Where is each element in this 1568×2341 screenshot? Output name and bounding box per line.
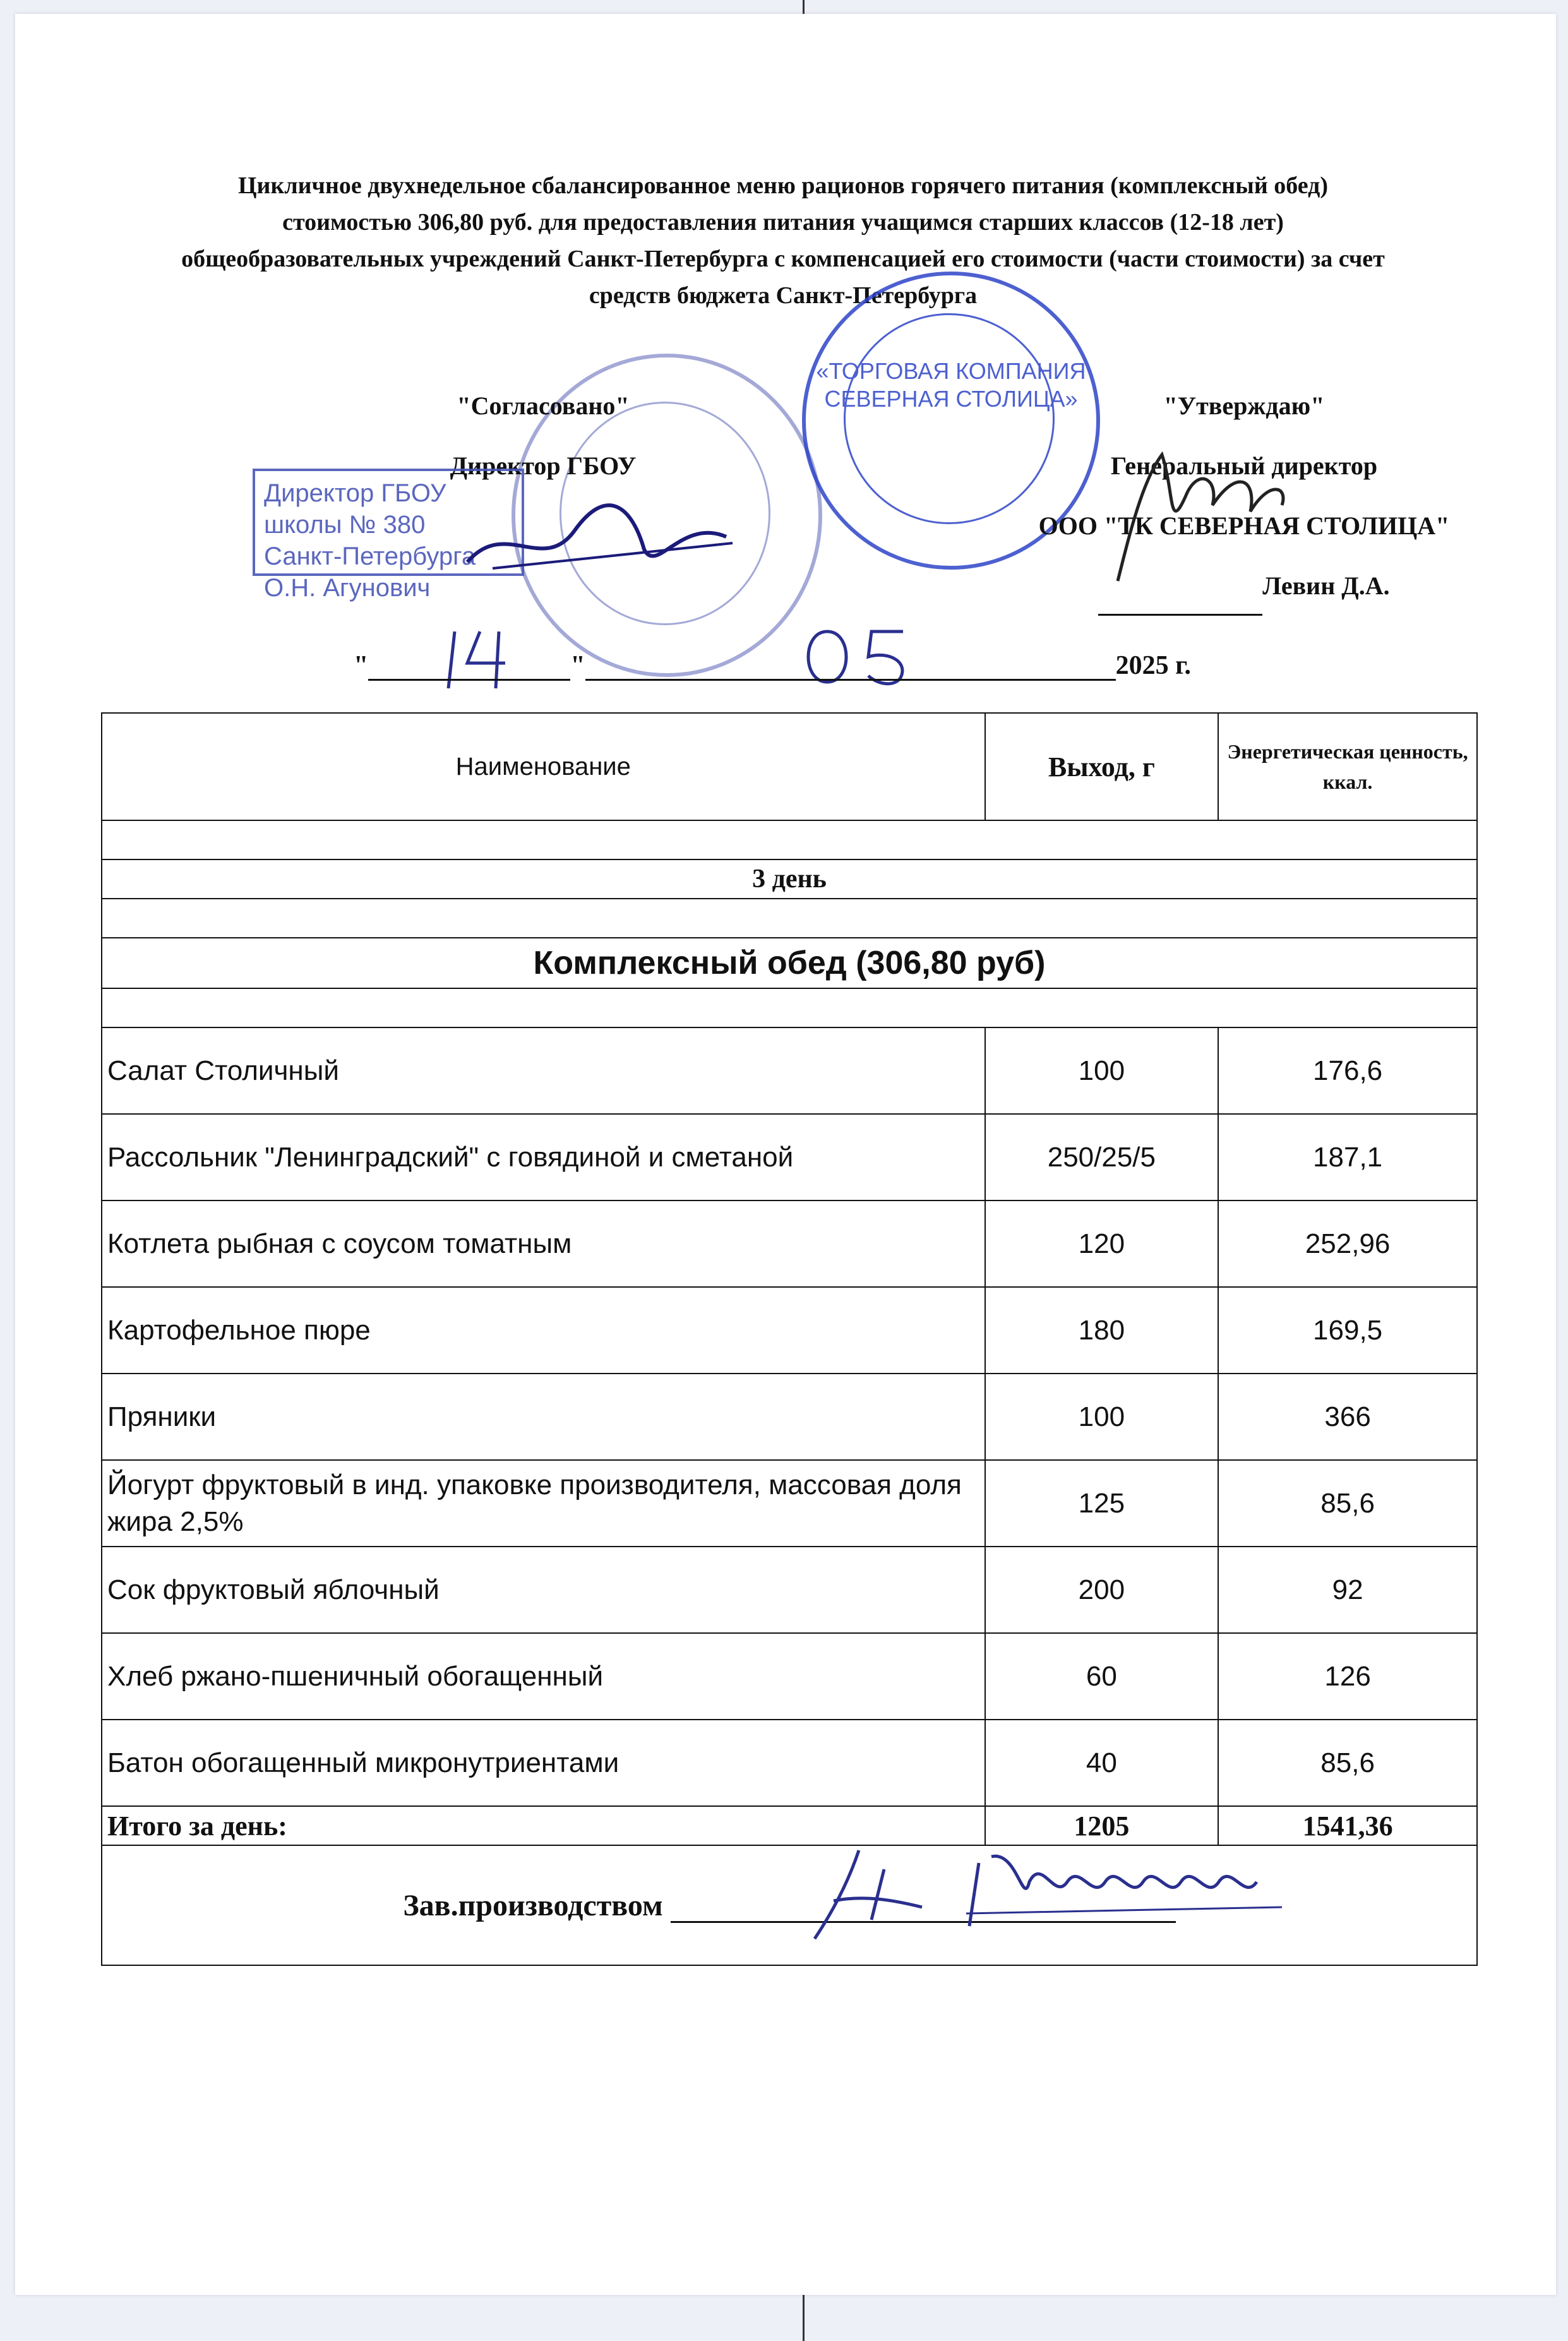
dish-energy: 85,6 — [1218, 1460, 1477, 1547]
dish-output: 100 — [985, 1027, 1219, 1114]
table-row — [102, 1633, 1477, 1720]
dish-name: Пряники — [102, 1374, 985, 1460]
dish-energy: 92 — [1218, 1547, 1477, 1633]
director-signature — [455, 480, 745, 594]
title-line-3: общеобразовательных учреждений Санкт-Петербурга с компенсацией его стоимости (части стоимости) за счет — [181, 246, 1385, 272]
total-label: Итого за день: — [102, 1806, 985, 1845]
stamp-line-1: Директор ГБОУ школы № 380 — [264, 479, 446, 539]
dish-energy: 252,96 — [1218, 1200, 1477, 1287]
table-row — [102, 1547, 1477, 1633]
approval-left-label: "Согласовано" — [457, 392, 630, 420]
dish-output: 100 — [985, 1374, 1219, 1460]
empty-row — [102, 820, 1477, 859]
date-day-field — [368, 654, 570, 681]
dish-energy: 187,1 — [1218, 1114, 1477, 1200]
table-row — [102, 1200, 1477, 1287]
dish-energy: 169,5 — [1218, 1287, 1477, 1374]
dish-name: Котлета рыбная с соусом томатным — [102, 1200, 985, 1287]
approval-right-name: Левин Д.А. — [1262, 572, 1390, 600]
title-line-1: Цикличное двухнедельное сбалансированное меню рационов горячего питания (комплексный обед) — [238, 172, 1328, 199]
document-title — [88, 167, 1478, 314]
general-director-signature — [1092, 442, 1295, 587]
dish-energy: 126 — [1218, 1633, 1477, 1720]
company-stamp-center-text: «ТОРГОВАЯ КОМПАНИЯ СЕВЕРНАЯ СТОЛИЦА» — [816, 358, 1086, 412]
dish-energy: 176,6 — [1218, 1027, 1477, 1114]
section-label: Комплексный обед (306,80 руб) — [102, 938, 1477, 988]
day-label: 3 день — [102, 859, 1477, 899]
dish-name: Салат Столичный — [102, 1027, 985, 1114]
dish-output: 250/25/5 — [985, 1114, 1219, 1200]
total-output: 1205 — [985, 1806, 1219, 1845]
production-head-signature — [777, 1831, 1345, 1945]
header-name: Наименование — [102, 713, 985, 820]
dish-energy: 85,6 — [1218, 1720, 1477, 1806]
table-row — [102, 1287, 1477, 1374]
header-output: Выход, г — [985, 713, 1219, 820]
table-row — [102, 1027, 1477, 1114]
dish-output: 180 — [985, 1287, 1219, 1374]
title-line-4: средств бюджета Санкт-Петербурга — [589, 282, 978, 309]
stamp-line-2: Санкт-Петербурга — [264, 542, 476, 570]
table-row — [102, 1374, 1477, 1460]
approval-right-company: ООО "ТК СЕВЕРНАЯ СТОЛИЦА" — [1038, 512, 1450, 540]
total-energy: 1541,36 — [1218, 1806, 1477, 1845]
dish-output: 60 — [985, 1633, 1219, 1720]
dish-name: Сок фруктовый яблочный — [102, 1547, 985, 1633]
dish-name: Рассольник "Ленинградский" с говядиной и сметаной — [102, 1114, 985, 1200]
dish-output: 200 — [985, 1547, 1219, 1633]
empty-row — [102, 899, 1477, 938]
title-line-2: стоимостью 306,80 руб. для предоставления питания учащимся старших классов (12-18 лет) — [282, 209, 1284, 236]
day-row — [102, 859, 1477, 899]
dish-name: Йогурт фруктовый в инд. упаковке производителя, массовая доля жира 2,5% — [102, 1460, 985, 1547]
dish-output: 40 — [985, 1720, 1219, 1806]
date-year: 2025 г. — [1115, 651, 1191, 680]
approval-right-label: "Утверждаю" — [1163, 392, 1325, 420]
table-row — [102, 1720, 1477, 1806]
table-header-row — [102, 713, 1477, 820]
date-line: " " 2025 г. — [354, 651, 1191, 680]
dish-name: Картофельное пюре — [102, 1287, 985, 1374]
header-energy: Энергетическая ценность, ккал. — [1218, 713, 1477, 820]
empty-row — [102, 988, 1477, 1027]
stamp-line-3: О.Н. Агунович — [264, 574, 431, 602]
section-row — [102, 938, 1477, 988]
table-row — [102, 1460, 1477, 1547]
dish-output: 120 — [985, 1200, 1219, 1287]
table-row — [102, 1114, 1477, 1200]
production-head-label: Зав.производством — [403, 1888, 663, 1922]
approval-left-position: Директор ГБОУ — [450, 452, 637, 480]
dish-output: 125 — [985, 1460, 1219, 1547]
approval-right-position: Генеральный директор — [1110, 452, 1378, 480]
dish-name: Батон обогащенный микронутриентами — [102, 1720, 985, 1806]
menu-table — [101, 712, 1478, 1966]
date-month-field — [585, 654, 1116, 681]
dish-name: Хлеб ржано-пшеничный обогащенный — [102, 1633, 985, 1720]
dish-energy: 366 — [1218, 1374, 1477, 1460]
